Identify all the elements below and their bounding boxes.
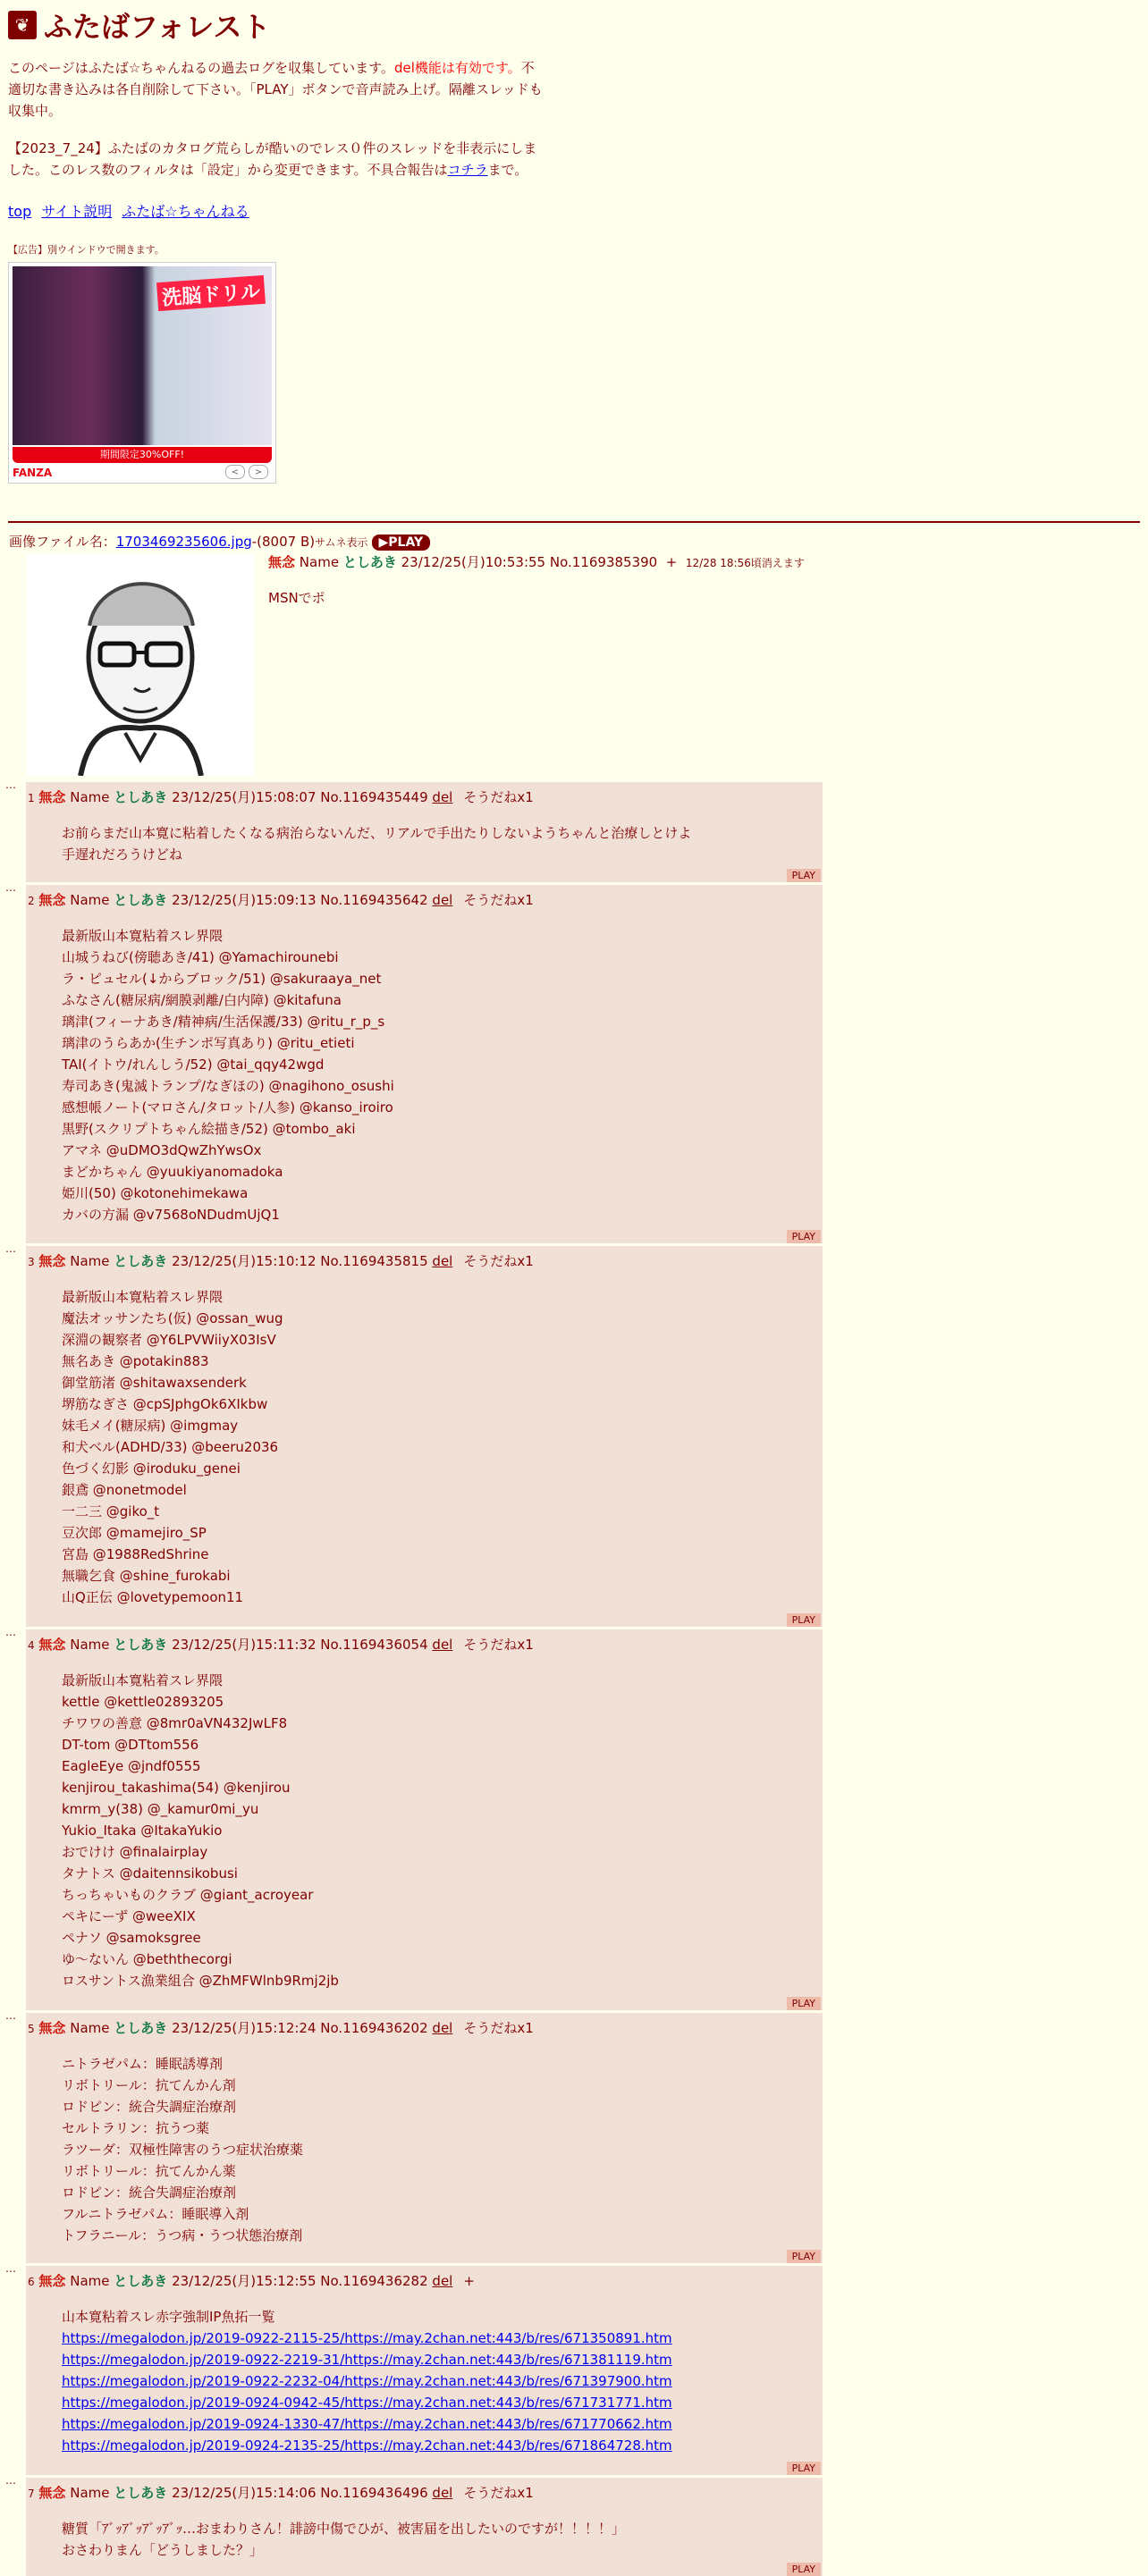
- reply-line: 璃津(フィーナあき/精神病/生活保護/33) @ritu_r_p_s: [62, 1014, 385, 1030]
- reply-body: [62, 925, 823, 1225]
- reply-name-label: Name: [70, 1637, 110, 1653]
- reply-line: ラ・ピュセル(↓からブロック/51) @sakuraaya_net: [62, 971, 382, 987]
- reply-line: ロドピン：統合失調症治療剤: [62, 2099, 237, 2115]
- portrait-sketch-icon: [27, 554, 254, 776]
- reply-line: ゆ〜ないん @beththecorgi: [62, 1951, 232, 1967]
- reply-line: 色づく幻影 @iroduku_genei: [62, 1461, 241, 1477]
- reply-play-button[interactable]: PLAY: [787, 2563, 821, 2576]
- op-name: としあき: [342, 554, 397, 570]
- reply-marker: …: [5, 1626, 16, 1638]
- notice-text: [8, 138, 544, 181]
- reply-line: Yukio_Itaka @ItakaYukio: [62, 1823, 223, 1839]
- reply-name: としあき: [114, 2485, 168, 2501]
- reply-post: [26, 782, 823, 882]
- reply-name-label: Name: [70, 1253, 110, 1269]
- del-button[interactable]: del: [432, 2020, 453, 2036]
- reply-line: お前らまだ山本寛に粘着したくなる病治らないんだ、リアルで手出たりしないようちゃんと治療しとけよ: [62, 825, 692, 841]
- reply-line: ラツーダ：双極性障害のうつ症状治療薬: [62, 2142, 304, 2158]
- op-plus-button[interactable]: +: [665, 554, 678, 570]
- reply-line: EagleEye @jndf0555: [62, 1758, 201, 1774]
- reply-play-button[interactable]: PLAY: [787, 1613, 821, 1627]
- reply-post: [26, 1246, 823, 1627]
- del-button[interactable]: del: [432, 789, 453, 805]
- soudane-button[interactable]: そうだねx1: [463, 789, 534, 805]
- reply-line: TAI(イトウ/れんしう/52) @tai_qqy42wgd: [62, 1056, 325, 1073]
- reply-header: [26, 2013, 823, 2039]
- reply-line: 無名あき @potakin883: [62, 1353, 209, 1369]
- reply-line: アマネ @uDMO3dQwZhYwsOx: [62, 1142, 262, 1158]
- reply-line: 山Q正伝 @lovetypemoon11: [62, 1589, 244, 1605]
- reply-line: ニトラゼパム：睡眠誘導剤: [62, 2056, 224, 2072]
- reply-post: [26, 2013, 823, 2263]
- op-expire: 12/28 18:56頃消えます: [685, 557, 805, 569]
- reply-line: 一二三 @giko_t: [62, 1503, 160, 1520]
- reply-datetime: 23/12/25(月)15:11:32: [172, 1637, 317, 1653]
- reply-play-button[interactable]: PLAY: [787, 1997, 821, 2010]
- file-label: 画像ファイル名：: [9, 534, 116, 550]
- reply-play-button[interactable]: PLAY: [787, 1230, 821, 1243]
- reply-post: [26, 885, 823, 1243]
- archive-link[interactable]: https://megalodon.jp/2019-0924-1330-47/https://may.2chan.net:443/b/res/671770662.htm: [62, 2416, 672, 2432]
- archive-link[interactable]: https://megalodon.jp/2019-0922-2232-04/https://may.2chan.net:443/b/res/671397900.htm: [62, 2373, 672, 2389]
- reply-line: まどかちゃん @yuukiyanomadoka: [62, 1164, 283, 1180]
- site-header: [0, 0, 553, 484]
- reply-play-button[interactable]: PLAY: [787, 869, 821, 882]
- site-title: ふたばフォレスト: [44, 10, 271, 44]
- reply-line: ペキにーず @weeXIX: [62, 1908, 196, 1924]
- file-info: [9, 531, 1148, 552]
- reply-line: kmrm_y(38) @_kamur0mi_yu: [62, 1801, 259, 1817]
- reply-marker: …: [5, 779, 16, 791]
- reply-number[interactable]: No.1169436054: [320, 1637, 428, 1653]
- reply-line: DT-tom @DTtom556: [62, 1737, 199, 1753]
- reply-header: [26, 2266, 823, 2292]
- archive-link[interactable]: https://megalodon.jp/2019-0924-2135-25/https://may.2chan.net:443/b/res/671864728.htm: [62, 2437, 672, 2454]
- reply-line: フルニトラゼパム：睡眠導入剤: [62, 2206, 249, 2222]
- file-link[interactable]: 1703469235606.jpg: [115, 534, 252, 550]
- reply-line: おでけけ @finalairplay: [62, 1844, 208, 1860]
- reply-line: 山本寛粘着スレ赤字強制IP魚拓一覧: [62, 2309, 275, 2325]
- ad-next-icon[interactable]: >: [249, 465, 268, 479]
- reply-datetime: 23/12/25(月)15:14:06: [172, 2485, 317, 2501]
- reply-index: 2: [28, 895, 35, 907]
- op-play-button[interactable]: ▶PLAY: [372, 535, 431, 551]
- reply-line: 魔法オッサンたち(仮) @ossan_wug: [62, 1310, 283, 1326]
- soudane-button[interactable]: そうだねx1: [463, 2485, 534, 2501]
- reply-header: [26, 1246, 823, 1272]
- file-size: -(8007 B): [251, 534, 316, 550]
- notice-tail: まで。: [487, 162, 528, 178]
- leaf-logo-icon[interactable]: ❦: [8, 11, 37, 39]
- soudane-button[interactable]: そうだねx1: [463, 1253, 534, 1269]
- reply-line: リボトリール：抗てんかん剤: [62, 2077, 236, 2093]
- reply-line: 御堂筋渚 @shitawaxsenderk: [62, 1375, 247, 1391]
- reply-line: 璃津のうらあか(生チンポ写真あり) @ritu_etieti: [62, 1035, 355, 1051]
- intro-text: [8, 57, 544, 122]
- reply-body: [62, 822, 823, 865]
- reply-body: [62, 2053, 823, 2246]
- reply-body: [62, 1670, 823, 1991]
- reply-line: ふなさん(糖尿病/網膜剥離/白内障) @kitafuna: [62, 992, 342, 1008]
- reply-subject: 無念: [38, 1637, 66, 1653]
- reply-line: ロドピン：統合失調症治療剤: [62, 2185, 237, 2201]
- del-button[interactable]: del: [432, 2485, 453, 2501]
- soudane-button[interactable]: そうだねx1: [463, 892, 534, 908]
- soudane-button[interactable]: そうだねx1: [463, 1637, 534, 1653]
- reply-datetime: 23/12/25(月)15:09:13: [172, 892, 317, 908]
- reply-post: [26, 2478, 823, 2576]
- reply-number[interactable]: No.1169436202: [320, 2020, 428, 2036]
- intro-pre: このページはふたば☆ちゃんねるの過去ログを収集しています。: [8, 60, 394, 76]
- thumb-label: サムネ表示: [315, 536, 368, 549]
- reply-line: 宮島 @1988RedShrine: [62, 1546, 209, 1562]
- reply-line: トフラニール：うつ病・うつ状態治療剤: [62, 2227, 303, 2243]
- reply-subject: 無念: [38, 892, 66, 908]
- reply-line: カバの方漏 @v7568oNDudmUjQ1: [62, 1207, 280, 1223]
- reply-index: 7: [28, 2488, 35, 2500]
- reply-marker: …: [5, 1242, 16, 1255]
- reply-line: タナトス @daitennsikobusi: [62, 1865, 238, 1881]
- reply-line: 糖質「ｱﾞｯｱﾞｯｱﾞｯｱﾞｯ…おまわりさん！誹謗中傷でひが、被害届を出したいのですが！！！！」: [62, 2521, 626, 2537]
- del-button[interactable]: del: [432, 1637, 453, 1653]
- futaba-link[interactable]: ふたば☆ちゃんねる: [122, 203, 249, 220]
- reply-name-label: Name: [70, 2273, 110, 2289]
- reply-name: としあき: [114, 1253, 168, 1269]
- reply-number[interactable]: No.1169435449: [320, 789, 428, 805]
- ad-note: 【広告】別ウインドウで開きます。: [8, 244, 165, 256]
- intro-del-note: del機能は有効です。: [393, 60, 521, 76]
- top-link[interactable]: top: [8, 203, 32, 220]
- reply-line: ペナソ @samoksgree: [62, 1930, 201, 1946]
- reply-index: 3: [28, 1256, 35, 1268]
- reply-header: [26, 885, 823, 911]
- ad-brand: FANZA: [13, 467, 53, 479]
- ad-nav: [225, 465, 268, 479]
- op-post: [0, 552, 1148, 778]
- reply-line: 和犬ベル(ADHD/33) @beeru2036: [62, 1439, 279, 1455]
- reply-datetime: 23/12/25(月)15:12:24: [172, 2020, 317, 2036]
- reply-body: [62, 1286, 823, 1608]
- reply-line: おさわりまん「どうしました？」: [62, 2542, 264, 2558]
- reply-header: [26, 782, 823, 808]
- ad-image[interactable]: [13, 266, 272, 445]
- reply-name-label: Name: [70, 2020, 110, 2036]
- reply-datetime: 23/12/25(月)15:10:12: [172, 1253, 317, 1269]
- op-play-label: PLAY: [388, 535, 424, 550]
- site-info-link[interactable]: サイト説明: [41, 203, 113, 220]
- reply-line: 最新版山本寛粘着スレ界隈: [62, 928, 224, 944]
- notice-body: 【2023_7_24】ふたばのカタログ荒らしが酷いのでレス０件のスレッドを非表示にしました。このレス数のフィルタは「設定」から変更できます。不具合報告は: [8, 140, 537, 178]
- reply-number[interactable]: No.1169436496: [320, 2485, 428, 2501]
- reply-body: [62, 2518, 823, 2561]
- reply-line: 手遅れだろうけどね: [62, 846, 183, 863]
- archive-link[interactable]: https://megalodon.jp/2019-0924-0942-45/https://may.2chan.net:443/b/res/671731771.htm: [62, 2395, 672, 2411]
- reply-line: 最新版山本寛粘着スレ界隈: [62, 1289, 224, 1305]
- del-button[interactable]: del: [432, 1253, 453, 1269]
- reply-post: [26, 2266, 823, 2475]
- reply-subject: 無念: [38, 789, 66, 805]
- reply-line: 堺筋なぎさ @cpSJphgOk6XIkbw: [62, 1396, 268, 1412]
- reply-line: 妹毛メイ(糖尿病) @imgmay: [62, 1418, 239, 1434]
- del-button[interactable]: del: [432, 2273, 453, 2289]
- reply-marker: …: [5, 2009, 16, 2022]
- del-button[interactable]: del: [432, 892, 453, 908]
- reply-line: 黒野(スクリプトちゃん絵描き/52) @tombo_aki: [62, 1121, 356, 1137]
- reply-datetime: 23/12/25(月)15:08:07: [172, 789, 317, 805]
- ad-banner[interactable]: [8, 262, 276, 484]
- reply-subject: 無念: [38, 2485, 66, 2501]
- reply-post: [26, 1629, 823, 2010]
- reply-name-label: Name: [70, 789, 110, 805]
- archive-link[interactable]: https://megalodon.jp/2019-0922-2219-31/https://may.2chan.net:443/b/res/671381119.htm: [62, 2352, 672, 2368]
- reply-subject: 無念: [38, 2273, 66, 2289]
- reply-marker: …: [5, 2262, 16, 2275]
- op-header: [268, 552, 805, 573]
- reply-datetime: 23/12/25(月)15:12:55: [172, 2273, 317, 2289]
- reply-subject: 無念: [38, 1253, 66, 1269]
- reply-name: としあき: [114, 2273, 168, 2289]
- reply-line: 豆次郎 @mamejiro_SP: [62, 1525, 207, 1541]
- reply-number[interactable]: No.1169435642: [320, 892, 428, 908]
- reply-line: ちっちゃいものクラブ @giant_acroyear: [62, 1887, 314, 1903]
- top-links: [8, 200, 544, 221]
- reply-name: としあき: [114, 1637, 168, 1653]
- soudane-button[interactable]: +: [463, 2273, 475, 2289]
- reply-line: 感想帳ノート(マロさん/タロット/人参) @kanso_iroiro: [62, 1099, 393, 1115]
- reply-line: 銀鳶 @nonetmodel: [62, 1482, 187, 1498]
- reply-number[interactable]: No.1169436282: [320, 2273, 428, 2289]
- ad-prev-icon[interactable]: <: [225, 465, 245, 479]
- reply-line: チワワの善意 @8mr0aVN432JwLF8: [62, 1715, 288, 1731]
- reply-marker: …: [5, 881, 16, 894]
- soudane-button[interactable]: そうだねx1: [463, 2020, 534, 2036]
- reply-line: セルトラリン：抗うつ薬: [62, 2120, 210, 2136]
- reply-index: 5: [28, 2023, 35, 2035]
- op-subject: 無念: [268, 554, 296, 570]
- reply-line: ロスサントス漁業組合 @ZhMFWlnb9Rmj2jb: [62, 1973, 339, 1989]
- reply-name: としあき: [114, 789, 168, 805]
- reply-play-button[interactable]: PLAY: [787, 2250, 821, 2263]
- reply-header: [26, 2478, 823, 2504]
- ad-badge: 洗脳ドリル: [156, 275, 266, 311]
- op-number[interactable]: No.1169385390: [549, 554, 658, 570]
- reply-line: kettle @kettle02893205: [62, 1694, 224, 1710]
- reply-marker: …: [5, 2474, 16, 2487]
- reply-line: kenjirou_takashima(54) @kenjirou: [62, 1780, 291, 1796]
- reply-header: [26, 1629, 823, 1655]
- op-thumbnail[interactable]: [27, 554, 254, 776]
- reply-line: 最新版山本寛粘着スレ界隈: [62, 1672, 224, 1688]
- reply-subject: 無念: [38, 2020, 66, 2036]
- reply-number[interactable]: No.1169435815: [320, 1253, 428, 1269]
- op-name-label: Name: [299, 554, 340, 570]
- op-datetime: 23/12/25(月)10:53:55: [401, 554, 546, 570]
- reply-name-label: Name: [70, 2485, 110, 2501]
- op-body: MSNでポ: [268, 590, 325, 606]
- archive-link[interactable]: https://megalodon.jp/2019-0922-2115-25/https://may.2chan.net:443/b/res/671350891.htm: [62, 2330, 672, 2346]
- thread: [0, 531, 1148, 778]
- reply-line: 姫川(50) @kotonehimekawa: [62, 1185, 249, 1201]
- reply-index: 4: [28, 1639, 35, 1652]
- reply-line: リボトリール：抗てんかん薬: [62, 2163, 236, 2179]
- reply-index: 1: [28, 792, 35, 804]
- reply-name: としあき: [114, 892, 168, 908]
- site-title-row: [8, 7, 544, 43]
- reply-body: [62, 2306, 823, 2456]
- reply-name-label: Name: [70, 892, 110, 908]
- thread-divider: [8, 521, 1140, 523]
- intro-post: 不適切な書き込みは各自削除して下さい。「PLAY」ボタンで音声読み上げ。隔離スレッドも収集中。: [8, 60, 543, 119]
- reply-name: としあき: [114, 2020, 168, 2036]
- report-link[interactable]: コチラ: [447, 162, 488, 178]
- reply-line: 深淵の観察者 @Y6LPVWiiyX03IsV: [62, 1332, 276, 1348]
- reply-line: 山城うねび(傍聴あき/41) @Yamachirounebi: [62, 949, 339, 965]
- reply-line: 寿司あき(鬼滅トランプ/なぎほの) @nagihono_osushi: [62, 1078, 394, 1094]
- reply-index: 6: [28, 2276, 35, 2288]
- reply-play-button[interactable]: PLAY: [787, 2462, 821, 2475]
- ad-sale-bar: 期間限定30%OFF!: [13, 447, 272, 463]
- reply-line: 無職乞食 @shine_furokabi: [62, 1568, 231, 1584]
